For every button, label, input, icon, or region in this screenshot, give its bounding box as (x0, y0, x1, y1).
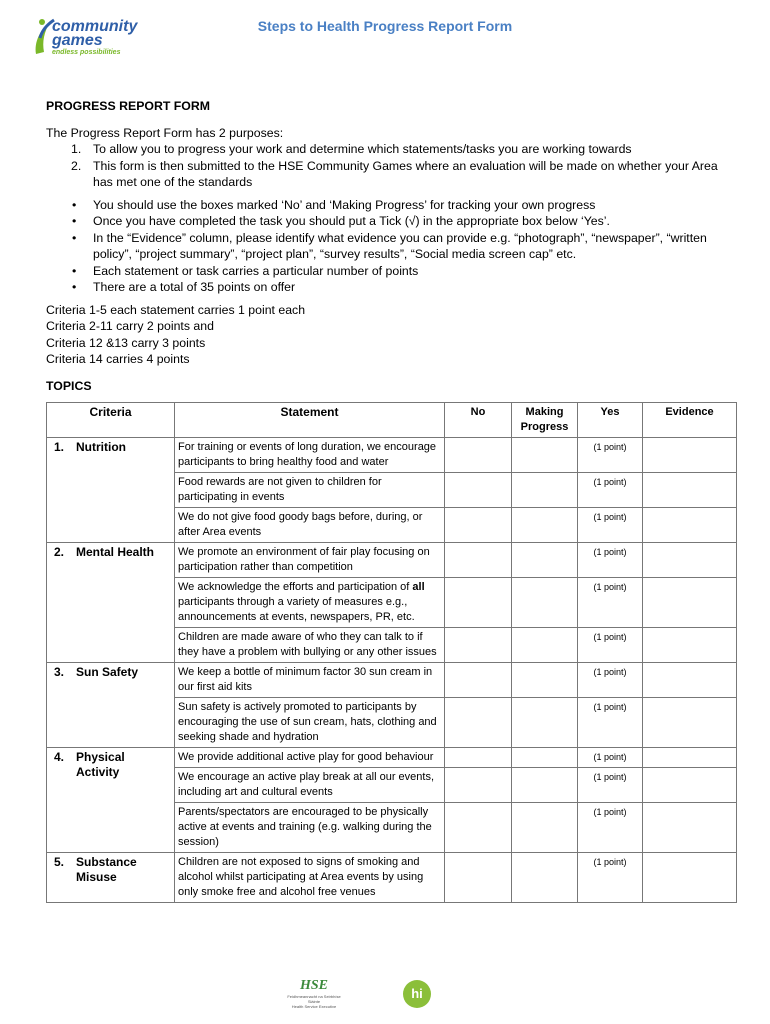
evidence-field[interactable] (643, 663, 737, 698)
criteria-cell (47, 748, 175, 853)
criteria-name: Nutrition (76, 440, 126, 454)
yes-checkbox[interactable]: (1 point) (578, 578, 643, 628)
statement-cell: Parents/spectators are encouraged to be physically active at events and training (e.g. walking during the session) (175, 803, 445, 853)
logo-word-games: games (52, 32, 103, 49)
form-heading: PROGRESS REPORT FORM (46, 99, 210, 113)
making-progress-checkbox[interactable] (512, 698, 578, 748)
hse-subtitle: Feidhmeannacht na Seirbhíse Sláinte (287, 994, 341, 1004)
criteria-cell (47, 543, 175, 663)
no-checkbox[interactable] (445, 663, 512, 698)
evidence-field[interactable] (643, 628, 737, 663)
criteria-number: 2. (54, 545, 65, 559)
purpose-text: This form is then submitted to the HSE Community Games where an evaluation will be made on whether your Area has met one of the standards (93, 158, 718, 189)
criteria-name: Substance Misuse (76, 855, 137, 884)
table-row (47, 748, 737, 768)
making-progress-checkbox[interactable] (512, 748, 578, 768)
criteria-name: Sun Safety (76, 665, 139, 679)
page-title: Steps to Health Progress Report Form (257, 18, 513, 34)
footer (0, 976, 770, 1016)
making-progress-checkbox[interactable] (512, 438, 578, 473)
yes-checkbox[interactable]: (1 point) (578, 438, 643, 473)
evidence-field[interactable] (643, 578, 737, 628)
criteria-line: Criteria 14 carries 4 points (46, 352, 190, 366)
yes-checkbox[interactable]: (1 point) (578, 768, 643, 803)
bullet-icon: • (72, 214, 77, 228)
evidence-field[interactable] (643, 748, 737, 768)
statement-cell: Children are made aware of who they can talk to if they have a problem with bullying or any other issues (175, 628, 445, 663)
instruction-text: Once you have completed the task you should put a Tick (√) in the appropriate box below ‘Yes’. (93, 214, 610, 228)
hi-logo-text: hi (411, 986, 423, 1001)
intro-text: The Progress Report Form has 2 purposes: (46, 125, 284, 140)
no-checkbox[interactable] (445, 438, 512, 473)
instruction-text: Each statement or task carries a particular number of points (93, 263, 419, 278)
yes-checkbox[interactable]: (1 point) (578, 853, 643, 903)
yes-checkbox[interactable]: (1 point) (578, 803, 643, 853)
table-row (47, 663, 737, 698)
yes-checkbox[interactable]: (1 point) (578, 748, 643, 768)
hse-logo-text: HSE (299, 978, 328, 993)
logo-word-community: community (52, 18, 138, 35)
statement-bold-text: all (412, 581, 425, 593)
evidence-field[interactable] (643, 508, 737, 543)
no-checkbox[interactable] (445, 578, 512, 628)
bullet-icon: • (72, 230, 77, 245)
evidence-field[interactable] (643, 803, 737, 853)
making-progress-checkbox[interactable] (512, 853, 578, 903)
statement-cell: For training or events of long duration, we encourage participants to bring healthy food and water (175, 438, 445, 473)
evidence-field[interactable] (643, 768, 737, 803)
no-checkbox[interactable] (445, 543, 512, 578)
purposes-list (46, 141, 736, 191)
header-evidence: Evidence (643, 403, 737, 438)
criteria-cell (47, 663, 175, 748)
logo-tagline: endless possibilities (52, 49, 121, 56)
purpose-item (46, 141, 736, 158)
making-progress-checkbox[interactable] (512, 663, 578, 698)
purpose-item (46, 158, 736, 191)
no-checkbox[interactable] (445, 768, 512, 803)
evidence-field[interactable] (643, 543, 737, 578)
making-progress-checkbox[interactable] (512, 543, 578, 578)
statement-cell: We promote an environment of fair play focusing on participation rather than competition (175, 543, 445, 578)
hi-logo (403, 980, 431, 1008)
making-progress-checkbox[interactable] (512, 628, 578, 663)
hse-subtitle: Health Service Executive (291, 1004, 337, 1009)
header-statement: Statement (175, 403, 445, 438)
criteria-name: Physical Activity (76, 750, 125, 779)
topics-heading: TOPICS (46, 378, 92, 393)
purpose-number: 2. (71, 158, 82, 173)
yes-checkbox[interactable]: (1 point) (578, 663, 643, 698)
instruction-text: You should use the boxes marked ‘No’ and ‘Making Progress’ for tracking your own progress (93, 197, 596, 212)
statement-cell: We do not give food goody bags before, during, or after Area events (175, 508, 445, 543)
evidence-field[interactable] (643, 438, 737, 473)
header-yes: Yes (578, 403, 643, 438)
header-making-progress: Making Progress (512, 403, 578, 438)
yes-checkbox[interactable]: (1 point) (578, 508, 643, 543)
no-checkbox[interactable] (445, 473, 512, 508)
statement-cell: We encourage an active play break at all our events, including art and cultural events (175, 768, 445, 803)
statement-cell: We provide additional active play for good behaviour (175, 748, 445, 768)
criteria-cell (47, 438, 175, 543)
hse-logo (284, 978, 344, 1012)
statement-cell: We keep a bottle of minimum factor 30 sun cream in our first aid kits (175, 663, 445, 698)
table-row (47, 438, 737, 473)
table-row (47, 543, 737, 578)
making-progress-checkbox[interactable] (512, 473, 578, 508)
purpose-number: 1. (71, 142, 82, 156)
instruction-item (46, 197, 736, 214)
bullet-icon: • (72, 197, 77, 212)
making-progress-checkbox[interactable] (512, 508, 578, 543)
making-progress-checkbox[interactable] (512, 578, 578, 628)
statement-text: participants through a variety of measures e.g., announcements at events, newspapers, PR, etc. (178, 596, 415, 623)
criteria-number: 1. (54, 440, 65, 454)
criteria-line: Criteria 1-5 each statement carries 1 point each (46, 302, 306, 317)
criteria-name: Mental Health (76, 545, 155, 559)
no-checkbox[interactable] (445, 508, 512, 543)
statement-cell (175, 578, 445, 628)
instruction-item (46, 263, 736, 280)
instructions-list (46, 197, 736, 296)
no-checkbox[interactable] (445, 803, 512, 853)
evidence-field[interactable] (643, 698, 737, 748)
statement-cell: Sun safety is actively promoted to participants by encouraging the use of sun cream, hats, clothing and seeking shade and hydration (175, 698, 445, 748)
bullet-icon: • (72, 280, 77, 294)
instruction-item (46, 279, 736, 296)
criteria-points (46, 302, 736, 368)
header-no: No (445, 403, 512, 438)
table-row (47, 853, 737, 903)
criteria-line: Criteria 2-11 carry 2 points and (46, 319, 214, 333)
making-progress-checkbox[interactable] (512, 768, 578, 803)
making-progress-checkbox[interactable] (512, 803, 578, 853)
no-checkbox[interactable] (445, 748, 512, 768)
evidence-field[interactable] (643, 853, 737, 903)
no-checkbox[interactable] (445, 628, 512, 663)
yes-checkbox[interactable]: (1 point) (578, 543, 643, 578)
yes-checkbox[interactable]: (1 point) (578, 698, 643, 748)
progress-table (46, 402, 737, 903)
bullet-icon: • (72, 263, 77, 278)
no-checkbox[interactable] (445, 698, 512, 748)
statement-text: We acknowledge the efforts and participation of (178, 581, 413, 593)
header-criteria: Criteria (47, 403, 175, 438)
table-header-row (47, 403, 737, 438)
statement-cell: Food rewards are not given to children for participating in events (175, 473, 445, 508)
criteria-line: Criteria 12 &13 carry 3 points (46, 335, 206, 350)
criteria-number: 3. (54, 665, 65, 679)
criteria-cell (47, 853, 175, 903)
instruction-text: There are a total of 35 points on offer (93, 280, 296, 294)
criteria-number: 4. (54, 750, 65, 764)
instruction-item (46, 213, 736, 230)
no-checkbox[interactable] (445, 853, 512, 903)
evidence-field[interactable] (643, 473, 737, 508)
criteria-number: 5. (54, 855, 65, 869)
statement-cell: Children are not exposed to signs of smoking and alcohol whilst participating at Area events by using only smoke free and alcohol free venues (175, 853, 445, 903)
form-content (46, 98, 736, 903)
instruction-text: In the “Evidence” column, please identify what evidence you can provide e.g. “photograph”, “newspaper”, “written policy”, “project summary”, “project plan”, “survey results”, “Social media screen cap” etc. (93, 230, 707, 261)
yes-checkbox[interactable]: (1 point) (578, 473, 643, 508)
purpose-text: To allow you to progress your work and determine which statements/tasks you are working towards (93, 142, 632, 156)
instruction-item (46, 230, 736, 263)
yes-checkbox[interactable]: (1 point) (578, 628, 643, 663)
